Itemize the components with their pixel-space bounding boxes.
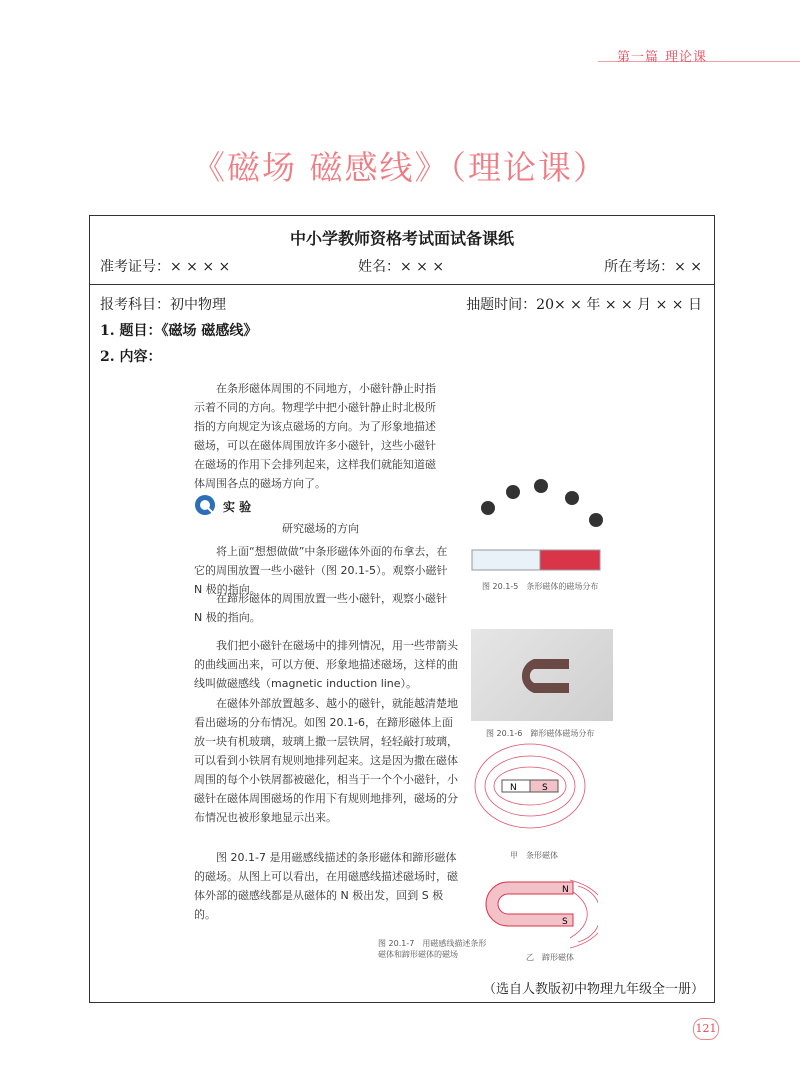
horseshoe-pole-s-label: S: [562, 917, 568, 927]
paragraph-2: 将上面“想想做做”中条形磁体外面的布拿去，在它的周围放置一些小磁针（图 20.1-5）。观察小磁针 N 极的指向。: [194, 545, 448, 596]
header-part: 第一篇: [617, 50, 660, 65]
page-number: 121: [693, 1018, 719, 1040]
exam-venue: 所在考场：× ×: [604, 259, 702, 275]
paragraph-5: 在磁体外部放置越多、越小的磁针，就能越清楚地看出磁场的分布情况。如图 20.1-6，在蹄形磁体上面放一块有机玻璃，玻璃上撒一层铁屑，轻轻敲打玻璃，可以看到小铁屑有规则地排列起来。这是因为撒在磁体周围的每个小铁屑都被磁化，相当于一个个小磁针，小磁针在磁体周围磁场的作用下有规则地排列，磁场的分布情况也被形象地显示出来。: [194, 697, 458, 824]
experiment-title: 实 验: [223, 500, 252, 514]
paragraph-1: 在条形磁体周围的不同地方，小磁针静止时指示着不同的方向。物理学中把小磁针静止时北极所指的方向规定为该点磁场的方向。为了形象地描述磁场，可以在磁体周围放许多小磁针，这些小磁针在磁场的作用下会排列起来，这样我们就能知道磁体周围各点的磁场方向了。: [194, 382, 436, 490]
lesson-plan-form: [89, 215, 715, 1003]
page-title: 《磁场 磁感线》（理论课）: [192, 148, 608, 187]
pole-s-label: S: [542, 783, 548, 793]
subject: 报考科目：初中物理: [100, 297, 226, 313]
figure-6-caption: 图 20.1-6 蹄形磁体磁场分布: [486, 729, 595, 738]
source-note: （选自人教版初中物理九年级全一册）: [482, 982, 704, 997]
content-label: 2. 内容：: [100, 349, 162, 365]
draw-time: 抽题时间：20× × 年 × × 月 × × 日: [466, 297, 702, 313]
form-title: 中小学教师资格考试面试备课纸: [289, 229, 514, 248]
exam-number: 准考证号：× × × ×: [100, 259, 231, 275]
magnifier-icon: [194, 494, 218, 518]
bar-magnet-field-diagram: [470, 736, 590, 836]
paragraph-6: 图 20.1-7 是用磁感线描述的条形磁体和蹄形磁体的磁场。从图上可以看出，在用磁感线描述磁场时，磁体外部的磁感线都是从磁体的 N 极出发，回到 S 极的。: [194, 851, 458, 921]
figure-7-caption: 图 20.1-7 用磁感线描述条形磁体和蹄形磁体的磁场: [378, 939, 487, 959]
horseshoe-magnet-field-diagram: [478, 864, 598, 964]
running-header: [617, 46, 707, 65]
horseshoe-pole-n-label: N: [562, 885, 569, 895]
figure-7b-caption: 乙 蹄形磁体: [526, 953, 574, 962]
candidate-name: 姓名：× × ×: [358, 259, 445, 275]
horseshoe-magnet-photo: [471, 629, 613, 721]
paragraph-4: 我们把小磁针在磁场中的排列情况，用一些带箭头的曲线画出来，可以方便、形象地描述磁场，这样的曲线叫做磁感线（magnetic induction line）。: [194, 639, 458, 690]
figure-7a-caption: 甲 条形磁体: [510, 851, 558, 860]
figure-5-caption: 图 20.1-5 条形磁体的磁场分布: [482, 582, 599, 591]
horseshoe-magnet-icon: [509, 653, 579, 697]
experiment-subtitle: 研究磁场的方向: [282, 522, 359, 535]
bar-magnet-compass-figure: [468, 478, 608, 588]
candidate-info-row: [90, 256, 714, 280]
topic: 1. 题目：《磁场 磁感线》: [100, 323, 258, 339]
header-section: 理论课: [665, 50, 708, 65]
paragraph-3: 在蹄形磁体的周围放置一些小磁针，观察小磁针 N 极的指向。: [194, 592, 447, 624]
pole-n-label: N: [510, 783, 517, 793]
divider: [90, 284, 714, 285]
